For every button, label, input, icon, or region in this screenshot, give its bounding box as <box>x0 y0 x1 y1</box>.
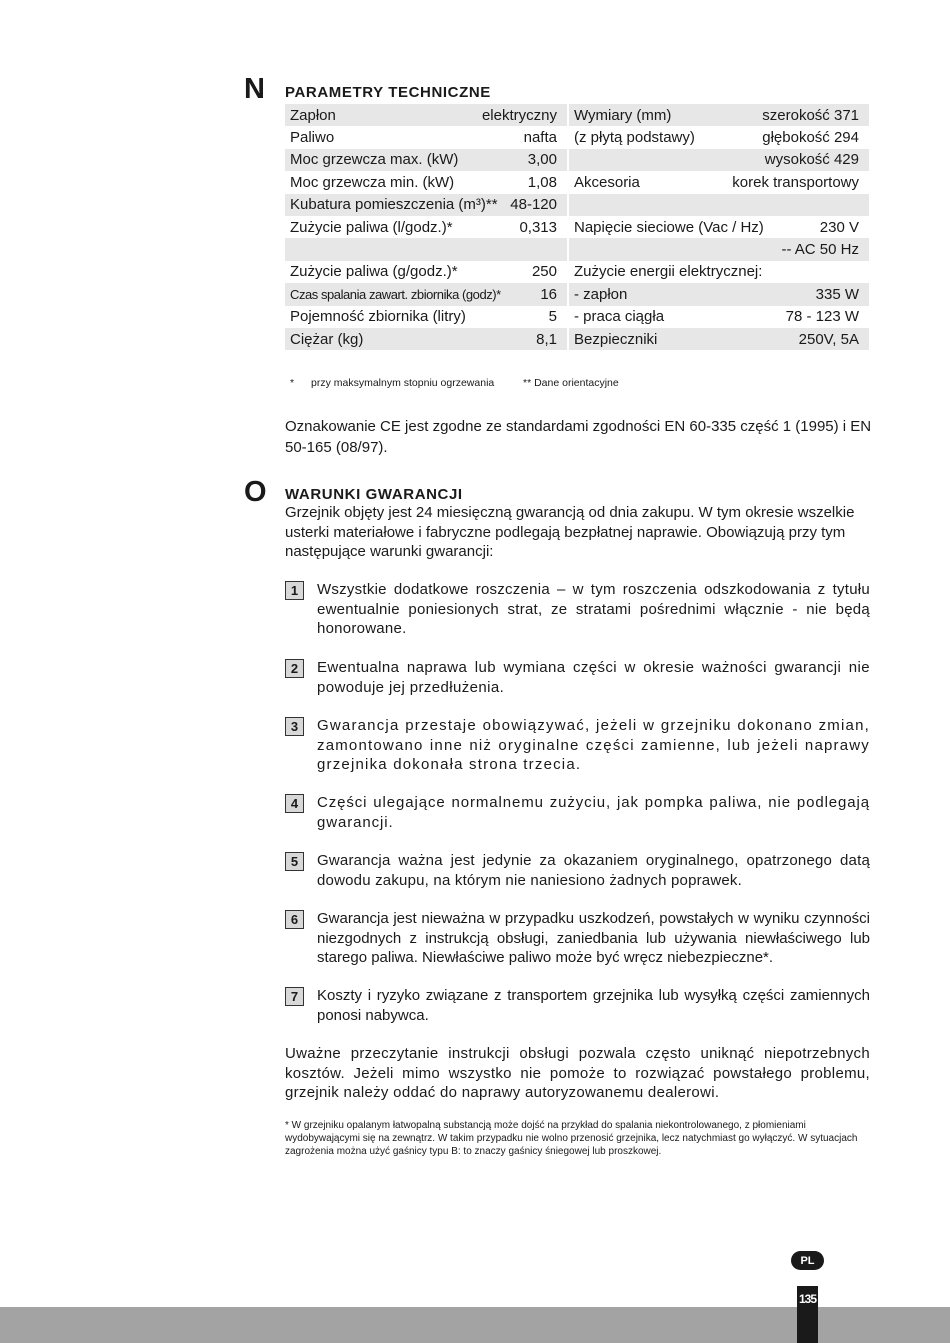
spec-label: Zapłon <box>290 106 336 124</box>
spec-label: Paliwo <box>290 129 335 147</box>
spec-row <box>285 104 567 126</box>
spec-value: 5 <box>548 308 557 326</box>
spec-value: elektryczny <box>481 106 557 124</box>
spec-label: Kubatura pomieszczenia (m³)** <box>290 196 498 214</box>
spec-value: głębokość 294 <box>762 129 859 147</box>
spec-row <box>285 126 567 148</box>
spec-value: 3,00 <box>527 151 557 169</box>
spec-label: Bezpieczniki <box>574 330 658 348</box>
item-number-box: 6 <box>285 910 304 929</box>
language-badge: PL <box>791 1251 824 1270</box>
spec-label: Zużycie paliwa (l/godz.)* <box>290 218 453 236</box>
spec-value: korek transportowy <box>732 173 859 191</box>
spec-row <box>285 261 567 283</box>
item-text: Gwarancja jest nieważna w przypadku uszkodzeń, powstałych w wyniku czynności niezgodnych z instrukcją obsługi, zaniedbania lub używania niewłaściwego lub starego paliwa. Niewłaściwe paliwo może być wręcz niebezpieczne*. <box>317 910 870 966</box>
spec-value: 48-120 <box>510 196 557 214</box>
section-title-warranty: WARUNKI GWARANCJI <box>285 486 463 503</box>
warranty-intro: Grzejnik objęty jest 24 miesięczną gwarancją od dnia zakupu. W tym okresie wszelkie usterki materiałowe i fabryczne podlegają bezpłatnej naprawie. Obowiązują przy tym następujące warunki gwarancji: <box>285 504 855 560</box>
warranty-item <box>285 793 870 832</box>
spec-row <box>569 171 869 193</box>
spec-row <box>569 216 869 238</box>
spec-row <box>569 283 869 305</box>
page-number: 135 <box>798 1292 817 1306</box>
item-number-box: 3 <box>285 717 304 736</box>
item-text: Części ulegające normalnemu zużyciu, jak pompka paliwa, nie podlegają gwarancji. <box>317 794 870 831</box>
spec-label: - praca ciągła <box>574 308 665 326</box>
spec-label: Moc grzewcza min. (kW) <box>290 173 455 191</box>
item-number-box: 1 <box>285 581 304 600</box>
spec-value: 8,1 <box>536 330 557 348</box>
spec-value: 16 <box>540 285 557 303</box>
item-number-box: 2 <box>285 659 304 678</box>
spec-label: Zużycie energii elektrycznej: <box>574 263 763 281</box>
spec-row <box>285 283 567 305</box>
item-text: Gwarancja przestaje obowiązywać, jeżeli w grzejniku dokonano zmian, zamontowano inne niż oryginalne części zamienne, lub jeżeli naprawy grzejnika dokonała strona trzecia. <box>317 717 870 773</box>
warranty-item <box>285 716 870 775</box>
spec-label: (z płytą podstawy) <box>574 129 695 147</box>
spec-value: -- AC 50 Hz <box>781 241 859 259</box>
spec-row <box>285 306 567 328</box>
spec-value: szerokość 371 <box>762 106 859 124</box>
item-text: Koszty i ryzyko związane z transportem grzejnika lub wysyłką części zamiennych ponosi nabywca. <box>317 987 870 1024</box>
note-star: * <box>290 377 295 389</box>
item-text: Ewentualna naprawa lub wymiana części w okresie ważności gwarancji nie powoduje jej przedłużenia. <box>317 659 870 696</box>
page-number-tab <box>797 1286 818 1343</box>
spec-label: Moc grzewcza max. (kW) <box>290 151 459 169</box>
spec-value: 335 W <box>815 285 859 303</box>
warranty-item <box>285 658 870 697</box>
spec-value: 1,08 <box>527 173 557 191</box>
spec-row <box>285 171 567 193</box>
section-title-specs: PARAMETRY TECHNICZNE <box>285 84 491 101</box>
spec-table-right <box>569 104 869 350</box>
spec-label: Napięcie sieciowe (Vac / Hz) <box>574 218 764 236</box>
item-number-box: 7 <box>285 987 304 1006</box>
spec-row <box>569 194 869 216</box>
item-text: Wszystkie dodatkowe roszczenia – w tym roszczenia odszkodowania z tytułu ewentualnie poniesionych strat, ze stratami pośrednimi włącznie - nie będą honorowane. <box>317 581 870 637</box>
spec-label: Akcesoria <box>574 173 640 191</box>
spec-value: 250V, 5A <box>798 330 859 348</box>
warranty-item <box>285 851 870 890</box>
warranty-item <box>285 909 870 968</box>
spec-row <box>285 328 567 350</box>
warranty-outro: Uważne przeczytanie instrukcji obsługi pozwala często uniknąć niepotrzebnych kosztów. Jeżeli mimo wszystko nie pomoże to rozwiązać powstałego problemu, grzejnik należy oddać do naprawy autoryzowanemu dealerowi. <box>285 1045 870 1101</box>
section-letter-o: O <box>244 476 267 508</box>
spec-label: Czas spalania zawart. zbiornika (godz)* <box>290 286 501 302</box>
spec-label: Zużycie paliwa (g/godz.)* <box>290 263 458 281</box>
spec-row <box>285 216 567 238</box>
spec-value: 250 <box>531 263 557 281</box>
spec-row <box>569 306 869 328</box>
spec-row <box>569 104 869 126</box>
spec-row <box>285 238 567 260</box>
spec-label: Pojemność zbiornika (litry) <box>290 308 466 326</box>
ce-compliance-text: Oznakowanie CE jest zgodne ze standardami zgodności EN 60-335 część 1 (1995) i EN 50-165 (08/97). <box>285 418 872 456</box>
spec-label: Ciężar (kg) <box>290 330 364 348</box>
item-number-box: 4 <box>285 794 304 813</box>
warranty-item <box>285 986 870 1025</box>
spec-value: nafta <box>523 129 557 147</box>
note-max-heating: przy maksymalnym stopniu ogrzewania <box>311 377 495 389</box>
spec-value: 0,313 <box>519 218 557 236</box>
item-text: Gwarancja ważna jest jedynie za okazaniem oryginalnego, opatrzonego datą dowodu zakupu, na którym nie naniesiono żadnych poprawek. <box>317 852 870 889</box>
spec-row <box>569 149 869 171</box>
spec-value: 78 - 123 W <box>785 308 859 326</box>
spec-label: - zapłon <box>574 285 628 303</box>
warranty-item <box>285 580 870 639</box>
safety-footnote: * W grzejniku opalanym łatwopalną substancją może dojść na przykład do spalania niekontrolowanego, z płomieniami wydobywającymi się na zewnątrz. W takim przypadku nie wolno przenosić grzejnika, lecz natychmiast go wyłączyć. W sytuacjach zagrożenia można użyć gaśnicy typu B: to znaczy gaśnicy śniegowej lub proszkowej. <box>285 1120 858 1157</box>
spec-row <box>569 238 869 260</box>
spec-value: wysokość 429 <box>764 151 859 169</box>
section-letter-n: N <box>244 73 265 105</box>
spec-row <box>285 194 567 216</box>
spec-label: Wymiary (mm) <box>574 106 672 124</box>
spec-row <box>569 126 869 148</box>
spec-row <box>285 149 567 171</box>
spec-table-left <box>285 104 567 350</box>
item-number-box: 5 <box>285 852 304 871</box>
note-approx-data: ** Dane orientacyjne <box>523 377 619 389</box>
spec-row <box>569 261 869 283</box>
spec-value: 230 V <box>819 218 859 236</box>
spec-row <box>569 328 869 350</box>
